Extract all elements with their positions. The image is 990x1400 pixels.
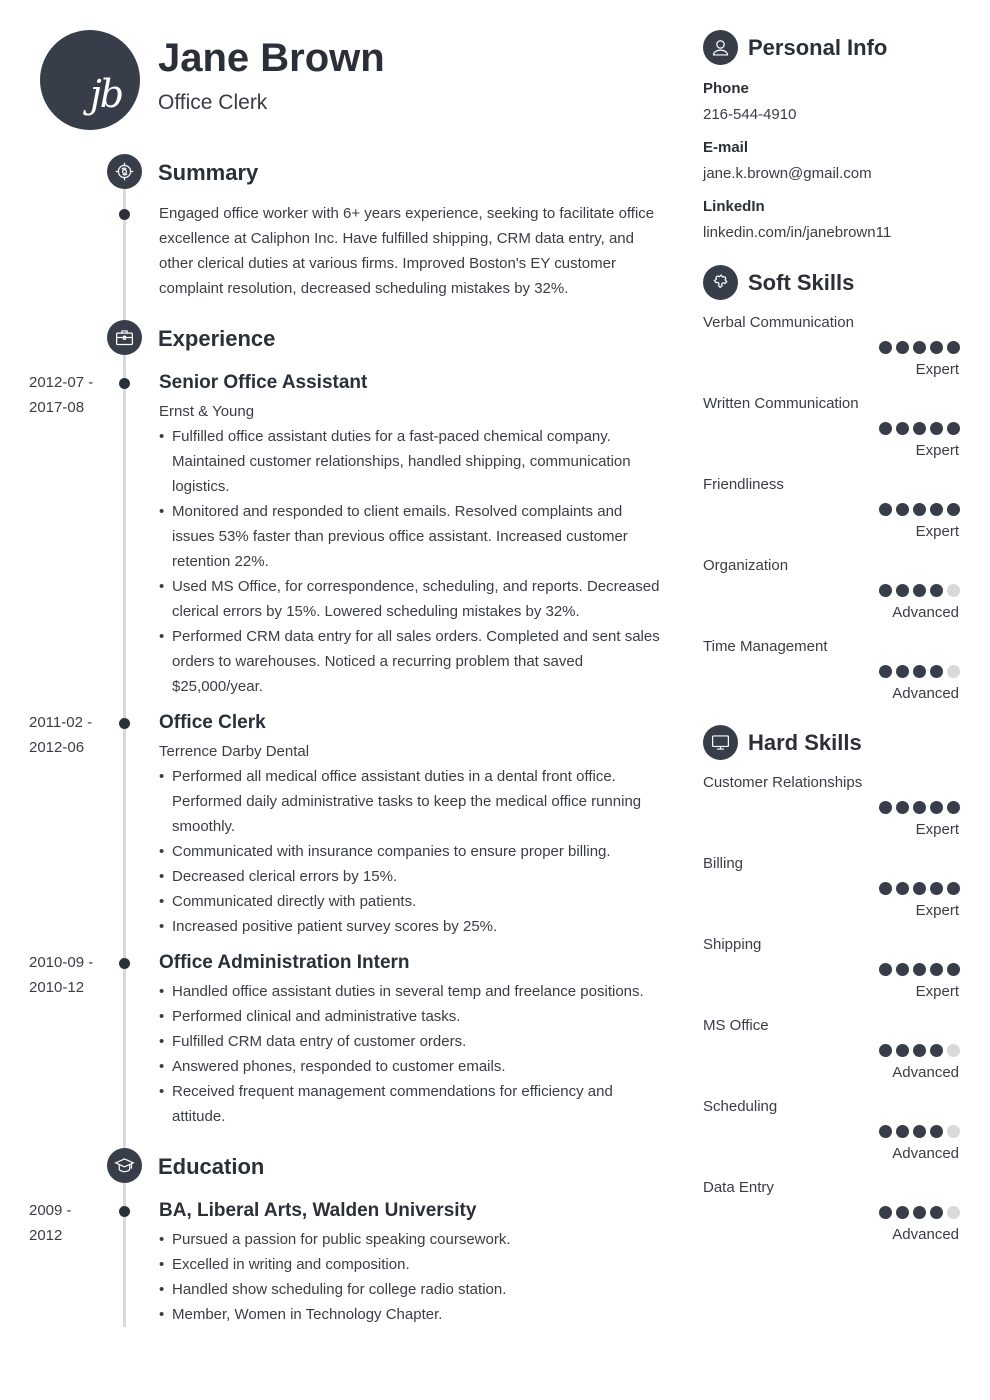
bullet-item: • Performed clinical and administrative tasks. [159,1004,664,1029]
bullet-item: • Used MS Office, for correspondence, scheduling, and reports. Decreased clerical errors by 15%. Lowered scheduling mistakes by 32%. [159,574,664,624]
skill-rating [879,503,960,516]
skill-name: Data Entry [703,1179,774,1196]
skill-item [703,853,960,934]
section-title-soft-skills: Soft Skills [748,269,855,295]
skill-rating [879,1044,960,1057]
skill-rating [879,341,960,354]
skill-item [703,474,960,555]
puzzle-icon [703,265,738,300]
bullet-item: • Pursued a passion for public speaking coursework. [159,1227,664,1252]
skill-name: Scheduling [703,1098,778,1115]
skill-level: Advanced [892,604,959,621]
job-title: Office Administration Intern [159,952,410,973]
bullet-item: • Fulfilled CRM data entry of customer orders. [159,1029,664,1054]
skill-name: Time Management [703,638,828,655]
email-value[interactable]: jane.k.brown@gmail.com [703,165,872,182]
skill-rating [879,1125,960,1138]
job-date: 2011-02 - 2012-06 [29,714,93,756]
job-bullets [159,424,664,699]
skill-item [703,555,960,636]
hard-skills-header [703,725,960,760]
section-title-experience: Experience [158,326,276,351]
skill-level: Advanced [892,1226,959,1243]
graduation-cap-icon [107,1148,142,1183]
skill-item [703,393,960,474]
timeline-dot [119,958,130,969]
bullet-item: • Excelled in writing and composition. [159,1252,664,1277]
personal-info-list [703,76,960,245]
education-bullets [159,1227,664,1327]
job-title: Senior Office Assistant [159,372,368,393]
timeline-dot [119,209,130,220]
job-bullets [159,764,664,939]
briefcase-icon [107,320,142,355]
job-date: 2012-07 - 2017-08 [29,374,94,416]
skill-rating [879,665,960,678]
job-entry [159,950,664,1129]
section-title-education: Education [158,1154,265,1179]
avatar [40,30,140,130]
personal-info-header [703,30,960,65]
skill-item [703,1177,960,1258]
linkedin-label: LinkedIn [703,198,765,215]
bullet-item: • Decreased clerical errors by 15%. [159,864,664,889]
skill-name: MS Office [703,1017,769,1034]
bullet-item: • Answered phones, responded to customer emails. [159,1054,664,1079]
bullet-item: • Performed all medical office assistant duties in a dental front office. Performed daily administrative tasks to keep the medical office running smoothly. [159,764,664,839]
skill-item [703,1096,960,1177]
linkedin-value[interactable]: linkedin.com/in/janebrown11 [703,224,892,241]
skill-rating [879,422,960,435]
bullet-item: • Received frequent management commendations for efficiency and attitude. [159,1079,664,1129]
hard-skills-list [703,772,960,1258]
skill-level: Advanced [892,1145,959,1162]
skill-level: Advanced [892,685,959,702]
phone-label: Phone [703,80,749,97]
section-title-hard-skills: Hard Skills [748,729,862,755]
skill-rating [879,584,960,597]
section-title-personal-info: Personal Info [748,34,888,60]
job-company: Ernst & Young [159,403,255,420]
education-date: 2009 - 2012 [29,1202,72,1244]
skill-level: Expert [915,361,959,378]
bullet-item: • Increased positive patient survey scores by 25%. [159,914,664,939]
phone-value: 216-544-4910 [703,106,797,123]
candidate-title: Office Clerk [158,91,268,114]
user-icon [703,30,738,65]
skill-name: Organization [703,557,789,574]
candidate-name: Jane Brown [158,36,385,80]
job-entry [159,710,664,939]
monitor-icon [703,725,738,760]
bullet-item: • Fulfilled office assistant duties for a fast-paced chemical company. Maintained customer relationships, handled shipping, communication logistics. [159,424,664,499]
timeline-dot [119,378,130,389]
skill-level: Expert [915,821,959,838]
summary-text: Engaged office worker with 6+ years experience, seeking to facilitate office excellence at Caliphon Inc. Have fulfilled shipping, CRM data entry, and other clerical duties at various firms. Improved Boston's EY customer complaint resolution, decreased scheduling mistakes by 32%. [159,205,655,297]
avatar-initials: jb [90,72,123,116]
skill-rating [879,963,960,976]
target-icon [107,154,142,189]
skill-name: Shipping [703,936,762,953]
skill-name: Billing [703,855,744,872]
bullet-item: • Member, Women in Technology Chapter. [159,1302,664,1327]
education-entry [159,1198,664,1327]
skill-level: Expert [915,523,959,540]
skill-name: Customer Relationships [703,774,863,791]
timeline-dot [119,718,130,729]
skill-item [703,636,960,717]
job-date: 2010-09 - 2010-12 [29,954,94,996]
email-label: E-mail [703,139,749,156]
skill-item [703,772,960,853]
degree-title: BA, Liberal Arts, Walden University [159,1200,477,1221]
skill-name: Friendliness [703,476,784,493]
soft-skills-list [703,312,960,717]
skill-rating [879,882,960,895]
job-company: Terrence Darby Dental [159,743,310,760]
skill-rating [879,1206,960,1219]
skill-level: Expert [915,442,959,459]
skill-name: Written Communication [703,395,859,412]
bullet-item: • Handled office assistant duties in several temp and freelance positions. [159,979,664,1004]
skill-name: Verbal Communication [703,314,854,331]
timeline-dot [119,1206,130,1217]
bullet-item: • Communicated with insurance companies to ensure proper billing. [159,839,664,864]
soft-skills-header [703,265,960,300]
bullet-item: • Performed CRM data entry for all sales orders. Completed and sent sales orders to warehouses. Noticed a recurring problem that saved $25,000/year. [159,624,664,699]
job-bullets [159,979,664,1129]
job-entry [159,370,664,699]
sidebar [703,30,960,1258]
skill-rating [879,801,960,814]
bullet-item: • Communicated directly with patients. [159,889,664,914]
skill-level: Advanced [892,1064,959,1081]
skill-item [703,1015,960,1096]
skill-level: Expert [915,983,959,1000]
skill-item [703,312,960,393]
skill-level: Expert [915,902,959,919]
job-title: Office Clerk [159,712,266,733]
skill-item [703,934,960,1015]
bullet-item: • Handled show scheduling for college radio station. [159,1277,664,1302]
bullet-item: • Monitored and responded to client emails. Resolved complaints and issues 53% faster than previous office assistant. Increased customer retention 22%. [159,499,664,574]
section-title-summary: Summary [158,160,259,185]
